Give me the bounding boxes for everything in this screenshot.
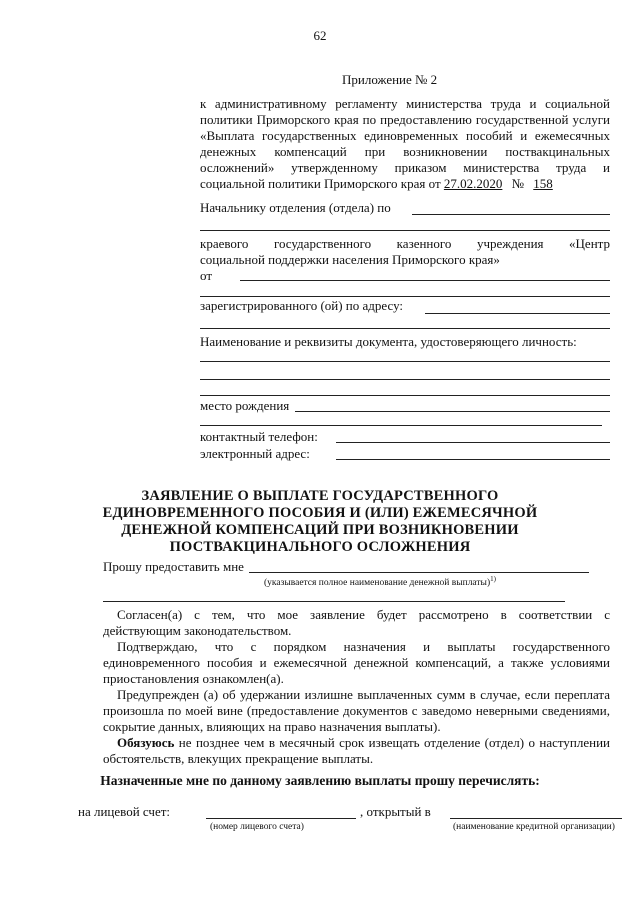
birthplace-field-2[interactable] — [200, 425, 602, 426]
opened-in-label: , открытый в — [360, 804, 431, 819]
department-field-2[interactable] — [200, 230, 610, 231]
id-document-label: Наименование и реквизиты документа, удостоверяющего личность: — [200, 334, 577, 349]
warn-line-3: сокрытие данных, влияющих на право назначения выплаты). — [103, 719, 441, 734]
email-field[interactable] — [336, 459, 610, 460]
agree-line-1: Согласен(а) с тем, что мое заявление будет рассмотрено в соответствии с — [117, 607, 610, 622]
statement-heading-line-3: ДЕНЕЖНОЙ КОМПЕНСАЦИЙ ПРИ ВОЗНИКНОВЕНИИ — [121, 522, 519, 538]
account-label: на лицевой счет: — [78, 804, 171, 819]
id-document-field-1[interactable] — [200, 361, 610, 362]
regulation-line-2: политики Приморского края по предоставлению государственной услуги — [200, 112, 610, 127]
request-hint-text: (указывается полное наименование денежной выплаты) — [264, 578, 491, 589]
warn-line-2: произошла по моей вине (предоставление документов с заведомо неверными сведениями, — [103, 703, 610, 718]
oblige-rest: не позднее чем в месячный срок извещать отделение (отдел) о наступлении — [174, 735, 610, 750]
payment-name-field-2[interactable] — [103, 601, 565, 602]
email-label: электронный адрес: — [200, 446, 310, 461]
regulation-line-5: осложнений» утвержденному приказом министерства труда и — [200, 160, 610, 175]
regulation-line-6 — [200, 176, 553, 191]
request-hint — [264, 574, 496, 589]
address-field[interactable] — [425, 313, 610, 314]
from-label: от — [200, 268, 213, 283]
id-document-field-2[interactable] — [200, 379, 610, 380]
confirm-line-3: приостановления ознакомлен(а). — [103, 671, 284, 686]
page-number: 62 — [313, 28, 327, 43]
oblige-line-1 — [117, 735, 610, 750]
oblige-line-2: обстоятельств, влекущих прекращение выплаты. — [103, 751, 374, 766]
statement-heading-line-2: ЕДИНОВРЕМЕННОГО ПОСОБИЯ И (ИЛИ) ЕЖЕМЕСЯЧНОЙ — [102, 505, 538, 521]
appendix-title: Приложение № 2 — [342, 72, 438, 87]
account-hint: (номер лицевого счета) — [210, 822, 304, 832]
statement-heading-line-1: ЗАЯВЛЕНИЕ О ВЫПЛАТЕ ГОСУДАРСТВЕННОГО — [141, 488, 499, 504]
department-field[interactable] — [412, 214, 610, 215]
birthplace-field[interactable] — [295, 411, 610, 412]
regulation-number: 158 — [533, 176, 553, 191]
request-label: Прошу предоставить мне — [103, 559, 244, 574]
statement-heading-line-4: ПОСТВАКЦИНАЛЬНОГО ОСЛОЖНЕНИЯ — [169, 539, 471, 555]
agree-line-2: действующим законодательством. — [103, 623, 292, 638]
request-hint-sup: 1) — [490, 575, 496, 583]
transfer-heading: Назначенные мне по данному заявлению выплаты прошу перечислять: — [100, 773, 540, 788]
birthplace-label: место рождения — [200, 398, 290, 413]
applicant-name-field-2[interactable] — [200, 296, 610, 297]
account-number-field[interactable] — [206, 818, 356, 819]
confirm-line-1: Подтверждаю, что с порядком назначения и выплаты государственного — [117, 639, 610, 654]
regulation-last-prefix: социальной политики Приморского края от — [200, 176, 444, 191]
regulation-num-sign: № — [511, 176, 525, 191]
head-label: Начальнику отделения (отдела) по — [200, 200, 391, 215]
confirm-line-2: единовременного пособия и ежемесячной денежной компенсаций, а также условиями — [103, 655, 610, 670]
regulation-line-4: денежных компенсаций при возникновении поствакцинальных — [200, 144, 610, 159]
regulation-line-1: к административному регламенту министерства труда и социальной — [200, 96, 610, 111]
institution-line-2: социальной поддержки населения Приморского края» — [200, 252, 500, 267]
warn-line-1: Предупрежден (а) об удержании излишне выплаченных сумм в случае, если переплата — [117, 687, 610, 702]
registered-label: зарегистрированного (ой) по адресу: — [200, 298, 404, 313]
phone-field[interactable] — [336, 442, 610, 443]
oblige-bold: Обязуюсь — [117, 735, 175, 750]
phone-label: контактный телефон: — [200, 429, 318, 444]
applicant-name-field[interactable] — [240, 280, 610, 281]
payment-name-field[interactable] — [249, 572, 589, 573]
id-document-field-3[interactable] — [200, 395, 610, 396]
address-field-2[interactable] — [200, 328, 610, 329]
bank-name-field[interactable] — [450, 818, 622, 819]
regulation-date: 27.02.2020 — [443, 176, 503, 191]
bank-hint: (наименование кредитной организации) — [453, 822, 615, 832]
regulation-line-3: «Выплата государственных единовременных пособий и ежемесячных — [200, 128, 610, 143]
institution-line-1: краевого государственного казенного учреждения «Центр — [200, 236, 610, 251]
